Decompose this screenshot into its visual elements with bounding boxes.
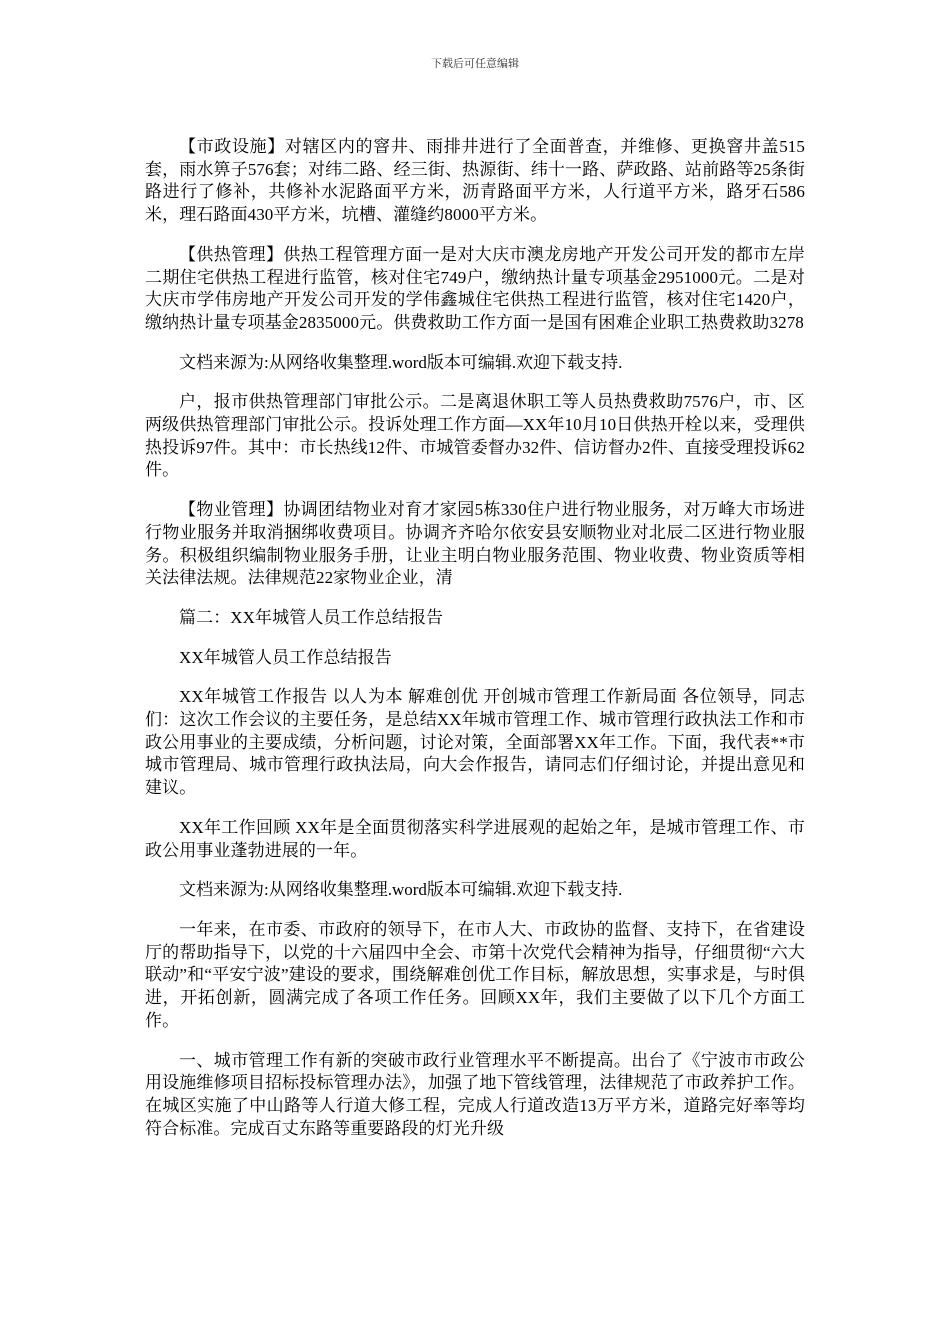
paragraph-heating-continued: 户，报市供热管理部门审批公示。二是离退休职工等人员热费救助7576户，市、区两级供热管理部门审批公示。投诉处理工作方面—XX年10月10日供热开栓以来，受理供热投诉97件。其中：市长热线12件、市城管委督办32件、信访督办2件、直接受理投诉62件。 [145,392,805,480]
paragraph-municipal-facilities: 【市政设施】对辖区内的窨井、雨排井进行了全面普查，并维修、更换窨井盖515套，雨水箅子576套；对纬二路、经三街、热源街、纬十一路、萨政路、站前路等25条街路进行了修补，共修补水泥路面平方米，沥青路面平方米，人行道平方米，路牙石586米，理石路面430平方米，坑槽、灌缝约8000平方米。 [145,137,805,225]
paragraph-year-review: XX年工作回顾 XX年是全面贯彻落实科学进展观的起始之年，是城市管理工作、市政公用事业蓬勃进展的一年。 [145,817,805,860]
paragraph-urban-management: 一、城市管理工作有新的突破市政行业管理水平不断提高。出台了《宁波市市政公用设施维修项目招标投标管理办法》，加强了地下管线管理，法律规范了市政养护工作。在城区实施了中山路等人行道大修工程，完成人行道改造13万平方米，道路完好率等均符合标准。完成百丈东路等重要路段的灯光升级 [145,1050,805,1138]
paragraph-report-intro: XX年城管工作报告 以人为本 解难创优 开创城市管理工作新局面 各位领导，同志们：这次工作会议的主要任务，是总结XX年城市管理工作、城市管理行政执法工作和市政公用事业的主要成绩，分析问题，讨论对策，全面部署XX年工作。下面，我代表**市城市管理局、城市管理行政执法局，向大会作报告，请同志们仔细讨论，并提出意见和建议。 [145,687,805,798]
section-heading: 篇二：XX年城管人员工作总结报告 [179,607,444,627]
paragraph-year-summary: 一年来，在市委、市政府的领导下，在市人大、市政协的监督、支持下，在省建设厅的帮助指导下，以党的十六届四中全会、市第十次党代会精神为指导，仔细贯彻“六大联动”和“平安宁波”建设的要求，围绕解难创优工作目标，解放思想，实事求是，与时俱进，开拓创新，圆满完成了各项工作任务。回顾XX年，我们主要做了以下几个方面工作。 [145,919,805,1030]
document-body [145,136,805,1157]
paragraph-heating-management: 【供热管理】供热工程管理方面一是对大庆市澳龙房地产开发公司开发的都市左岸二期住宅供热工程进行监管，核对住宅749户，缴纳热计量专项基金2951000元。二是对大庆市学伟房地产开发公司开发的学伟鑫城住宅供热工程进行监管，核对住宅1420户，缴纳热计量专项基金2835000元。供费救助工作方面一是国有困难企业职工热费救助3278 [145,244,805,332]
paragraph-property-management: 【物业管理】协调团结物业对育才家园5栋330住户进行物业服务，对万峰大市场进行物业服务并取消捆绑收费项目。协调齐齐哈尔依安县安顺物业对北辰二区进行物业服务。积极组织编制物业服务手册，让业主明白物业服务范围、物业收费、物业资质等相关法律法规。法律规范22家物业企业，清 [145,500,805,588]
source-note: 文档来源为:从网络收集整理.word版本可编辑.欢迎下载支持. [179,880,623,900]
report-title: XX年城管人员工作总结报告 [179,647,392,667]
page-header: 下载后可任意编辑 [431,58,519,70]
source-note: 文档来源为:从网络收集整理.word版本可编辑.欢迎下载支持. [179,352,623,372]
